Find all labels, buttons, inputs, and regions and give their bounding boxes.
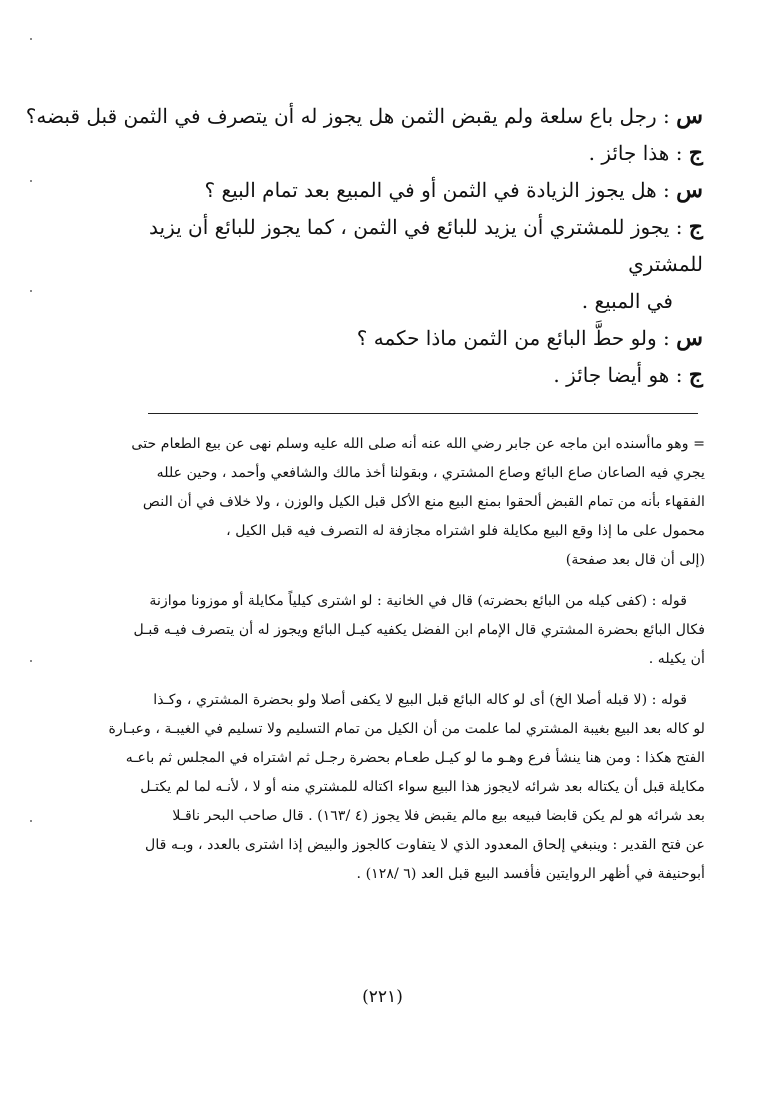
qa-question-2 xyxy=(83,172,703,209)
footnote-line: لو كاله بعد البيع بغيبة المشتري لما علمت من أن الكيل من تمام التسليم ولا تسليم في الغيبـة ، وعبـارة xyxy=(108,721,705,737)
footnote-line: يجري فيه الصاعان صاع البائع وصاع المشتري ، وبقولنا أخذ مالك والشافعي وأحمد ، وحين علله xyxy=(156,465,705,481)
answer-marker: ج xyxy=(688,140,703,166)
footnote-line: الفقهاء بأنه من تمام القبض ألحقوا بمنع البيع منع الأكل قبل الكيل والوزن ، ولا خلاف في أن النص xyxy=(142,494,705,510)
question-marker: س xyxy=(676,103,703,129)
scan-speck xyxy=(30,180,32,182)
footnote-line: مكايلة قبل أن يكتاله بعد شرائه لايجوز هذا البيع سواء اكتاله للمشتري منه أو لا ، لأنـه لما لم يكتـل xyxy=(140,779,705,795)
scan-speck xyxy=(30,820,32,822)
qa-text: : هل يجوز الزيادة في الثمن أو في المبيع بعد تمام البيع ؟ xyxy=(204,178,670,202)
footnote-line: قوله : (لا قبله أصلا الخ) أى لو كاله البائع قبل البيع لا يكفى أصلا ولو بحضرة المشتري ، وكـذا xyxy=(153,692,687,708)
qa-text: : رجل باع سلعة ولم يقبض الثمن هل يجوز له أن يتصرف في الثمن قبل قبضه؟ xyxy=(25,104,670,128)
qa-text: : يجوز للمشتري أن يزيد للبائع في الثمن ، كما يجوز للبائع أن يزيد للمشتري xyxy=(149,215,703,276)
qa-text: : هذا جائز . xyxy=(588,141,683,165)
footnote-line: (إلى أن قال بعد صفحة) xyxy=(565,552,705,568)
scan-speck xyxy=(30,38,32,40)
qa-answer-1 xyxy=(83,135,703,172)
footnote-block-3 xyxy=(65,686,705,889)
footnote-line: بعد شرائه هو لم يكن قابضا فبيعه بيع مالم يقبض فلا يجوز (٤ /١٦٣) . قال صاحب البحر ناقـلا xyxy=(172,808,705,824)
footnote-line: = وهو ماأسنده ابن ماجه عن جابر رضي الله عنه أنه صلى الله عليه وسلم نهى عن بيع الطعام حتى xyxy=(131,436,705,452)
footnote-divider xyxy=(148,413,698,414)
footnote-line: عن فتح القدير : وينبغي إلحاق المعدود الذي لا يتفاوت كالجوز والبيض إذا اشترى بالعدد ، وبـه قال xyxy=(145,837,705,853)
footnote-line: محمول على ما إذا وقع البيع مكايلة فلو اشتراه مجازفة له التصرف فيه قبل الكيل ، xyxy=(226,523,705,539)
footnote-line: أن يكيله . xyxy=(648,651,705,667)
scan-speck xyxy=(30,660,32,662)
qa-text: : ولو حطَّ البائع من الثمن ماذا حكمه ؟ xyxy=(356,326,670,350)
qa-text-continuation: في المبيع . xyxy=(581,289,673,313)
scan-speck xyxy=(30,290,32,292)
footnote-line: الفتح هكذا : ومن هنا ينشأ فرع وهـو ما لو كيـل طعـام بحضرة رجـل ثم اشتراه في المجلس ثم باعـه xyxy=(125,750,705,766)
footnote-block-2 xyxy=(65,587,705,674)
question-marker: س xyxy=(676,325,703,351)
qa-question-3 xyxy=(83,320,703,357)
answer-marker: ج xyxy=(688,214,703,240)
qa-question-1 xyxy=(25,98,703,135)
main-text xyxy=(25,98,703,394)
footnote-line: فكال البائع بحضرة المشتري قال الإمام ابن الفضل يكفيه كيـل البائع ويجوز له أن يتصرف فيـه قبـل xyxy=(133,622,705,638)
qa-answer-3 xyxy=(83,357,703,394)
footnote-block-1 xyxy=(65,430,705,575)
footnote-line: قوله : (كفى كيله من البائع بحضرته) قال في الخانية : لو اشترى كيلياً مكايلة أو موزونا موازنة xyxy=(149,593,687,609)
qa-answer-2 xyxy=(83,209,703,320)
qa-text: : هو أيضا جائز . xyxy=(553,363,683,387)
answer-marker: ج xyxy=(688,362,703,388)
page-number: (٢٢١) xyxy=(362,987,403,1007)
footnotes xyxy=(65,430,705,901)
question-marker: س xyxy=(676,177,703,203)
footnote-line: أبوحنيفة في أظهر الروايتين فأفسد البيع قبل العد (٦ /١٢٨) . xyxy=(356,866,705,882)
